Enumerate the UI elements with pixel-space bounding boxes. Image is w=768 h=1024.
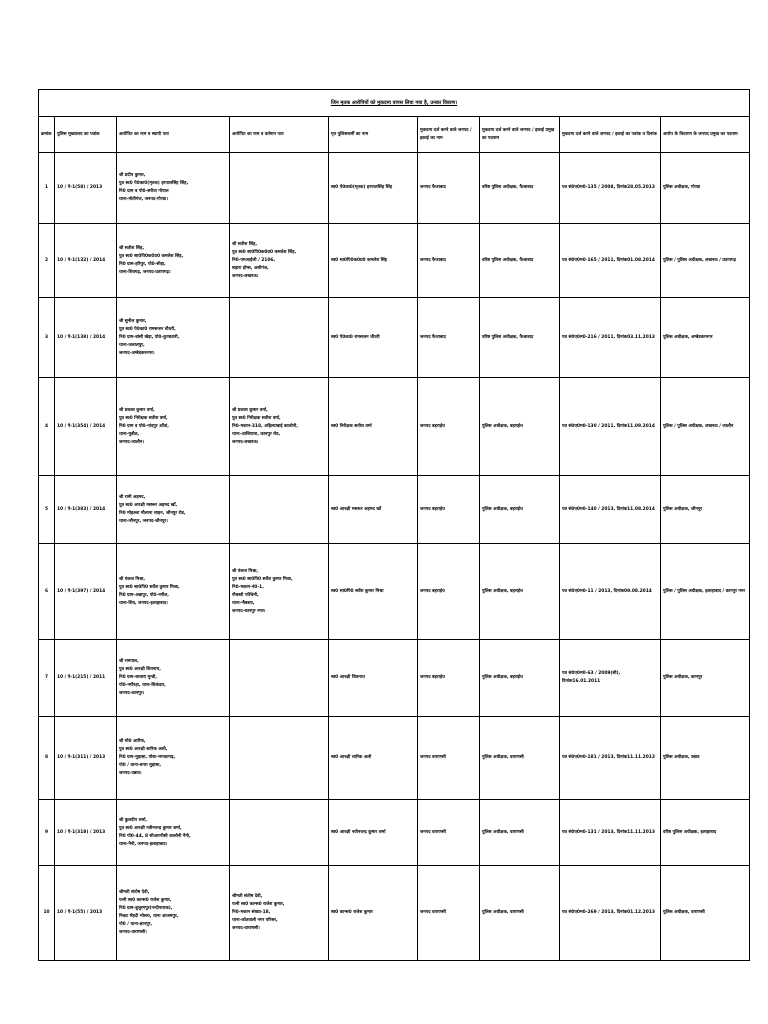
cell-letter: पत्र सं0ए0म0-63 / 2009(सी), दिनांक16.01.2011: [560, 640, 661, 717]
cell-permanent-address-line: नि0 ग्राम-मुड़ासा, पोस्ट-भगवतगढ़,: [119, 755, 176, 760]
cell-trial: पुलिस अधीक्षक, गोण्डा: [661, 153, 750, 224]
cell-permanent-address-line: जनपद-कानपुर।: [119, 691, 145, 696]
cell-unit-head: पुलिस अधीक्षक, बहराईच: [480, 640, 560, 717]
cell-permanent-address-line: पो0 / थाना-बगरा मुड़ासा,: [119, 763, 162, 768]
cell-deceased: स्व0 निरीक्षक सतीश वर्मा: [329, 378, 418, 476]
cell-letter: पत्र सं0ए0म0-165 / 2011, दिनांक01.08.2014: [560, 224, 661, 298]
cell-unit: जनपद फैजाबाद: [418, 153, 480, 224]
cell-permanent-address-line: पो0-नगौरहा, थाना-सिकंदरा,: [119, 683, 166, 688]
cell-trial: पुलिस / पुलिस अधीक्षक, इलाहाबाद / कानपुर नगर: [661, 544, 750, 640]
cell-permanent-address-line: श्री मो0 आरिफ,: [119, 739, 146, 744]
cell-permanent-address-line: श्री रामी अहमद,: [119, 494, 146, 500]
cell-letter: पत्र सं0ए0म0-269 / 2013, दिनांक01.12.2013: [560, 866, 661, 961]
cell-permanent-address-line: थाना-जलालपुर,: [119, 342, 145, 348]
header-present-address: आरोपित का नाम व वर्तमान पता: [230, 117, 329, 153]
cell-unit: जनपद बहराईच: [418, 640, 480, 717]
cell-present-address: [230, 378, 329, 476]
cell-ref: 10 / पे-1(354) / 2014: [55, 378, 117, 476]
table-title-cell: [39, 90, 750, 117]
cell-permanent-address-line: श्री पंकज मिश्रा,: [119, 576, 146, 582]
cell-sno: 6: [39, 544, 55, 640]
table-row: [39, 298, 750, 378]
cell-permanent-address-line: पो0 / थाना-ज्ञानपुर,: [119, 922, 153, 927]
cell-present-address: [230, 866, 329, 961]
cell-unit: जनपद बहराईच: [418, 544, 480, 640]
cell-permanent-address-line: नि0 ग्राम-बुजुरगपुर(नन्दीपाराक),: [119, 906, 173, 911]
cell-letter: पत्र सं0ए0म0-181 / 2013, दिनांक11.11.2013: [560, 717, 661, 800]
cell-permanent-address: [117, 378, 230, 476]
table-row: [39, 640, 750, 717]
cell-trial: पुलिस अधीक्षक, कानपुर: [661, 640, 750, 717]
cell-permanent-address-line: श्री प्रकाश कुमार वर्मा,: [119, 407, 155, 413]
cell-unit-head: पुलिस अधीक्षक, बहराईच: [480, 476, 560, 544]
cell-permanent-address-line: पुत्र स्व0 आरक्षी शारिक अली,: [119, 747, 168, 752]
cell-present-address-line: नि0-मकान-नं0-1,: [232, 584, 264, 590]
cell-permanent-address-line: जनपद-अम्बेडकरनगर।: [119, 350, 155, 356]
cell-present-address-line: नि0-एमआईजी / 2106,: [232, 257, 276, 263]
cell-trial: पुलिस अधीक्षक, जौनपुर: [661, 476, 750, 544]
table-row: [39, 153, 750, 224]
cell-ref: 10 / पे-1(318) / 2013: [55, 800, 117, 866]
cell-letter: पत्र सं0ए0म0-131 / 2013, दिनांक11.11.2013: [560, 800, 661, 866]
cell-present-address: [230, 717, 329, 800]
cell-present-address: [230, 640, 329, 717]
table-row: [39, 717, 750, 800]
cell-deceased: स्व0 पे0का0 रामसजन चौधरी: [329, 298, 418, 378]
header-row: [39, 117, 750, 153]
cell-deceased: स्व0 सा0पि0क0प्र0 कमलेश सिंह: [329, 224, 418, 298]
cell-unit: जनपद वाराणसी: [418, 800, 480, 866]
cell-ref: 10 / पे-1(55) / 2013: [55, 866, 117, 961]
cell-permanent-address-line: थाना-शिवगढ़, जनपद-प्रतापगढ़।: [119, 269, 171, 275]
cell-letter: पत्र सं0ए0म0-216 / 2011, दिनांक03.11.2013: [560, 298, 661, 378]
cell-unit-head: वरिष्ठ पुलिस अधीक्षक, फैजाबाद: [480, 153, 560, 224]
cell-permanent-address-line: नि0 ग्राम व पो0-नांदपुर आँवां,: [119, 423, 169, 429]
cell-present-address-line: पुत्र स्व0 सा0पि0क0प्र0 कमलेश सिंह,: [232, 249, 297, 255]
cell-sno: 4: [39, 378, 55, 476]
cell-unit: जनपद वाराणसी: [418, 866, 480, 961]
cell-unit-head: पुलिस अधीक्षक, वाराणसी: [480, 717, 560, 800]
cell-permanent-address-line: थाना-शिव, जनपद-इलाहाबाद।: [119, 600, 168, 606]
cell-unit-head: पुलिस अधीक्षक, वाराणसी: [480, 800, 560, 866]
cell-present-address-line: थाना-नौबस्ता,: [232, 600, 255, 606]
table-row: [39, 378, 750, 476]
cell-permanent-address-line: नि0 ग्राम व पो0-सरीवा गोपाल: [119, 189, 169, 194]
header-unit: मुकदमा दर्ज करने वाले जनपद / इकाई का नाम: [418, 117, 480, 153]
cell-permanent-address-line: नि0 पो0-44, 8 सीआरपीसी कालोनी नैनी,: [119, 833, 191, 839]
cell-present-address-line: जनपद-कानपुर नगर।: [232, 608, 266, 614]
table-row: [39, 544, 750, 640]
cell-sno: 2: [39, 224, 55, 298]
cell-trial: पुलिस अधीक्षक, वाराणसी: [661, 866, 750, 961]
cell-unit: जनपद वाराणसी: [418, 717, 480, 800]
cell-permanent-address: [117, 476, 230, 544]
cell-ref: 10 / पे-1(383) / 2014: [55, 476, 117, 544]
cell-present-address-line: श्री पंकज मिश्रा,: [232, 568, 259, 574]
cell-letter: पत्र सं0ए0म0-135 / 2008, दिनांक28.05.2013: [560, 153, 661, 224]
header-ref: पुलिस मुख्यालय का पत्रांक: [55, 117, 117, 153]
cell-permanent-address-line: पुत्र स्व0 पे0का0(मृतक) हरपालसिंह सिंह,: [119, 181, 189, 186]
title-row: [39, 90, 750, 117]
table-row: [39, 476, 750, 544]
cell-trial: पुलिस / पुलिस अधीक्षक, लखनऊ / प्रतापगढ़: [661, 224, 750, 298]
cell-present-address-line: जनपद-लखनऊ।: [232, 439, 259, 445]
cell-ref: 10 / पे-1(215) / 2011: [55, 640, 117, 717]
cell-present-address-line: जनपद-वाराणसी।: [232, 926, 260, 931]
cell-unit-head: वरिष्ठ पुलिस अधीक्षक, फैजाबाद: [480, 224, 560, 298]
cell-sno: 7: [39, 640, 55, 717]
cell-ref: 10 / पे-1(58) / 2013: [55, 153, 117, 224]
cell-permanent-address-line: जनपद-जालौन।: [119, 439, 144, 445]
table-title: जिन मृतक आरोपियों को मुकदमा वापस लिया गया है, उनका विवरण।: [330, 100, 458, 106]
cell-permanent-address-line: श्री प्रदीप कुमार,: [119, 173, 146, 178]
cell-permanent-address-line: थाना-मुडौल,: [119, 431, 140, 437]
header-sno: क्रमांक: [39, 117, 55, 153]
cell-permanent-address-line: पुत्र स्व0 आरक्षी नवीनचन्द्र कुमार शर्मा,: [119, 825, 182, 831]
header-trial: आरोप के विचारण के जनपद प्रमुख का पदनाम: [661, 117, 750, 153]
header-permanent-address: आरोपित का नाम व स्थायी पता: [117, 117, 230, 153]
cell-present-address: [230, 544, 329, 640]
cell-deceased: स्व0 आरक्षी शिवनाथ: [329, 640, 418, 717]
cell-unit-head: पुलिस अधीक्षक, वाराणसी: [480, 866, 560, 961]
cell-deceased: स्व0 आरक्षी मसरूर अहमद खाँ: [329, 476, 418, 544]
cell-permanent-address-line: श्री रामपाल,: [119, 659, 139, 664]
cell-unit: जनपद फैजाबाद: [418, 298, 480, 378]
cell-trial: वरिष्ठ पुलिस अधीक्षक, इलाहाबाद: [661, 800, 750, 866]
cell-permanent-address-line: पुत्र स्व0 आरक्षी मसरूर अहमद खाँ,: [119, 502, 178, 508]
cell-deceased: स्व0 कान्स0 राजेश कुमार: [329, 866, 418, 961]
cell-present-address-line: श्रीमती संतोष देवी,: [232, 894, 263, 899]
cell-present-address-line: जनपद-लखनऊ।: [232, 273, 259, 279]
cell-permanent-address-line: श्री सतीश सिंह,: [119, 245, 145, 251]
cell-letter: पत्र सं0ए0म0-11 / 2013, दिनांक09.08.2014: [560, 544, 661, 640]
cell-unit-head: वरिष्ठ पुलिस अधीक्षक, फैजाबाद: [480, 298, 560, 378]
cell-present-address-line: नि0-मकान संख्या-18,: [232, 910, 271, 915]
cell-permanent-address-line: पुत्र स्व0 सा0पि0क0प्र0 कमलेश सिंह,: [119, 253, 184, 259]
cell-unit: जनपद बहराईच: [418, 476, 480, 544]
cell-present-address-line: नि0-मकान-318, अहिल्याबाई कालोनी,: [232, 423, 298, 429]
cell-deceased: स्व0 पे0का0(मृतक) हरपालसिंह सिंह: [329, 153, 418, 224]
cell-ref: 10 / पे-1(132) / 2014: [55, 224, 117, 298]
cell-present-address: [230, 298, 329, 378]
cell-present-address: [230, 476, 329, 544]
cell-letter: पत्र सं0ए0म0-130 / 2011, दिनांक11.09.2014: [560, 378, 661, 476]
cell-permanent-address-line: पुत्र स्व0 सा0पि0 सर्वेश कुमार मिश्रा,: [119, 584, 180, 590]
cell-permanent-address-line: थाना-नैनी, जनपद-इलाहाबाद।: [119, 841, 168, 847]
cell-present-address-line: पुत्र स्व0 निरीक्षक सतीश वर्मा,: [232, 415, 281, 421]
cell-sno: 1: [39, 153, 55, 224]
cell-permanent-address-line: पुत्र स्व0 पे0का0 रामसजन चौधरी,: [119, 326, 176, 332]
cell-permanent-address: [117, 866, 230, 961]
cell-permanent-address-line: पुत्र स्व0 निरीक्षक सतीश वर्मा,: [119, 415, 168, 421]
cell-permanent-address-line: जनपद-उन्नाव।: [119, 771, 142, 776]
cell-deceased: स्व0 आरक्षी नवीनचन्द्र कुमार शर्मा: [329, 800, 418, 866]
cell-ref: 10 / पे-1(138) / 2014: [55, 298, 117, 378]
cell-sno: 9: [39, 800, 55, 866]
cell-present-address: [230, 224, 329, 298]
cell-sno: 10: [39, 866, 55, 961]
cell-unit: जनपद फैजाबाद: [418, 224, 480, 298]
cell-permanent-address-line: नि0 मोहल्ला मौलाना शाहन, जौनपुर रोड,: [119, 510, 186, 516]
cell-permanent-address: [117, 800, 230, 866]
cell-permanent-address: [117, 544, 230, 640]
cell-permanent-address-line: श्रीमती संतोष देवी,: [119, 890, 150, 895]
cell-permanent-address: [117, 640, 230, 717]
table-row: [39, 800, 750, 866]
cell-present-address-line: थाना-कोतवाली नगर परिसर,: [232, 918, 278, 923]
cell-sno: 8: [39, 717, 55, 800]
cell-present-address-line: पुत्र स्व0 सा0पि0 सर्वेश कुमार मिश्रा,: [232, 576, 293, 582]
cell-permanent-address: [117, 717, 230, 800]
cell-sno: 5: [39, 476, 55, 544]
cell-ref: 10 / पे-1(397) / 2014: [55, 544, 117, 640]
cell-permanent-address-line: पत्नी स्व0 कान्स0 राजेश कुमार,: [119, 898, 172, 903]
cell-permanent-address-line: निकट मेंहदी भोसरा, थाना आजमपुर,: [119, 914, 179, 919]
cell-sno: 3: [39, 298, 55, 378]
cell-present-address-line: श्री सतीश सिंह,: [232, 241, 258, 247]
cell-deceased: स्व0 सा0पि0 सर्वेश कुमार मिश्रा: [329, 544, 418, 640]
cell-permanent-address-line: नि0 ग्राम-अन्नापुर, पो0-नगौल,: [119, 592, 169, 598]
cell-permanent-address: [117, 153, 230, 224]
header-deceased: मृत पुलिसकर्मी का नाम: [329, 117, 418, 153]
cell-permanent-address-line: श्री कुलदीप शर्मा,: [119, 817, 148, 823]
cell-permanent-address: [117, 298, 230, 378]
cell-trial: पुलिस अधीक्षक, उन्नाव: [661, 717, 750, 800]
cell-letter: पत्र सं0ए0म0-140 / 2013, दिनांक11.08.2014: [560, 476, 661, 544]
cell-trial: पुलिस / पुलिस अधीक्षक, लखनऊ / जालौन: [661, 378, 750, 476]
cell-deceased: स्व0 आरक्षी शारिक अली: [329, 717, 418, 800]
records-table: [38, 89, 750, 961]
cell-permanent-address-line: नि0 ग्राम-हरिपुर, पो0-सीहा,: [119, 261, 166, 267]
cell-present-address-line: श्री प्रकाश कुमार वर्मा,: [232, 407, 268, 413]
cell-present-address-line: नौबस्ती पश्चिमी,: [232, 592, 259, 598]
cell-unit: जनपद बहराईच: [418, 378, 480, 476]
cell-permanent-address: [117, 224, 230, 298]
cell-present-address: [230, 153, 329, 224]
cell-present-address: [230, 800, 329, 866]
cell-unit-head: पुलिस अधीक्षक, बहराईच: [480, 378, 560, 476]
cell-ref: 10 / पे-1(311) / 2013: [55, 717, 117, 800]
cell-permanent-address-line: नि0 ग्राम-बरवारा मुन्डी,: [119, 675, 157, 680]
cell-permanent-address-line: थाना-मोतीगंज, जनपद-गोण्डा।: [119, 197, 168, 202]
cell-permanent-address-line: नि0 ग्राम-बांसी खेड़ा, पो0-कुण्डवारी,: [119, 334, 180, 340]
cell-present-address-line: थाना-आशियाना, कानपुर रोड,: [232, 431, 281, 437]
cell-permanent-address-line: पुत्र स्व0 आरक्षी शिवनाथ,: [119, 667, 161, 672]
cell-permanent-address-line: थाना-जौनपुर, जनपद-जौनपुर।: [119, 518, 168, 524]
header-unit-head: मुकदमा दर्ज करने वाले जनपद / इकाई प्रमुख का पदनाम: [480, 117, 560, 153]
cell-present-address-line: पत्नी स्व0 कान्स0 राजेश कुमार,: [232, 902, 285, 907]
cell-permanent-address-line: जनपद-वाराणसी।: [119, 930, 147, 935]
cell-permanent-address-line: श्री सुनील कुमार,: [119, 318, 147, 324]
cell-trial: पुलिस अधीक्षक, अम्बेडकरनगर: [661, 298, 750, 378]
cell-present-address-line: सहारा होम्स, अलीगंज,: [232, 265, 269, 271]
table-row: [39, 866, 750, 961]
cell-unit-head: पुलिस अधीक्षक, बहराईच: [480, 544, 560, 640]
table-row: [39, 224, 750, 298]
header-letter: मुकदमा दर्ज करने वाले जनपद / इकाई का पत्रांक व दिनांक: [560, 117, 661, 153]
